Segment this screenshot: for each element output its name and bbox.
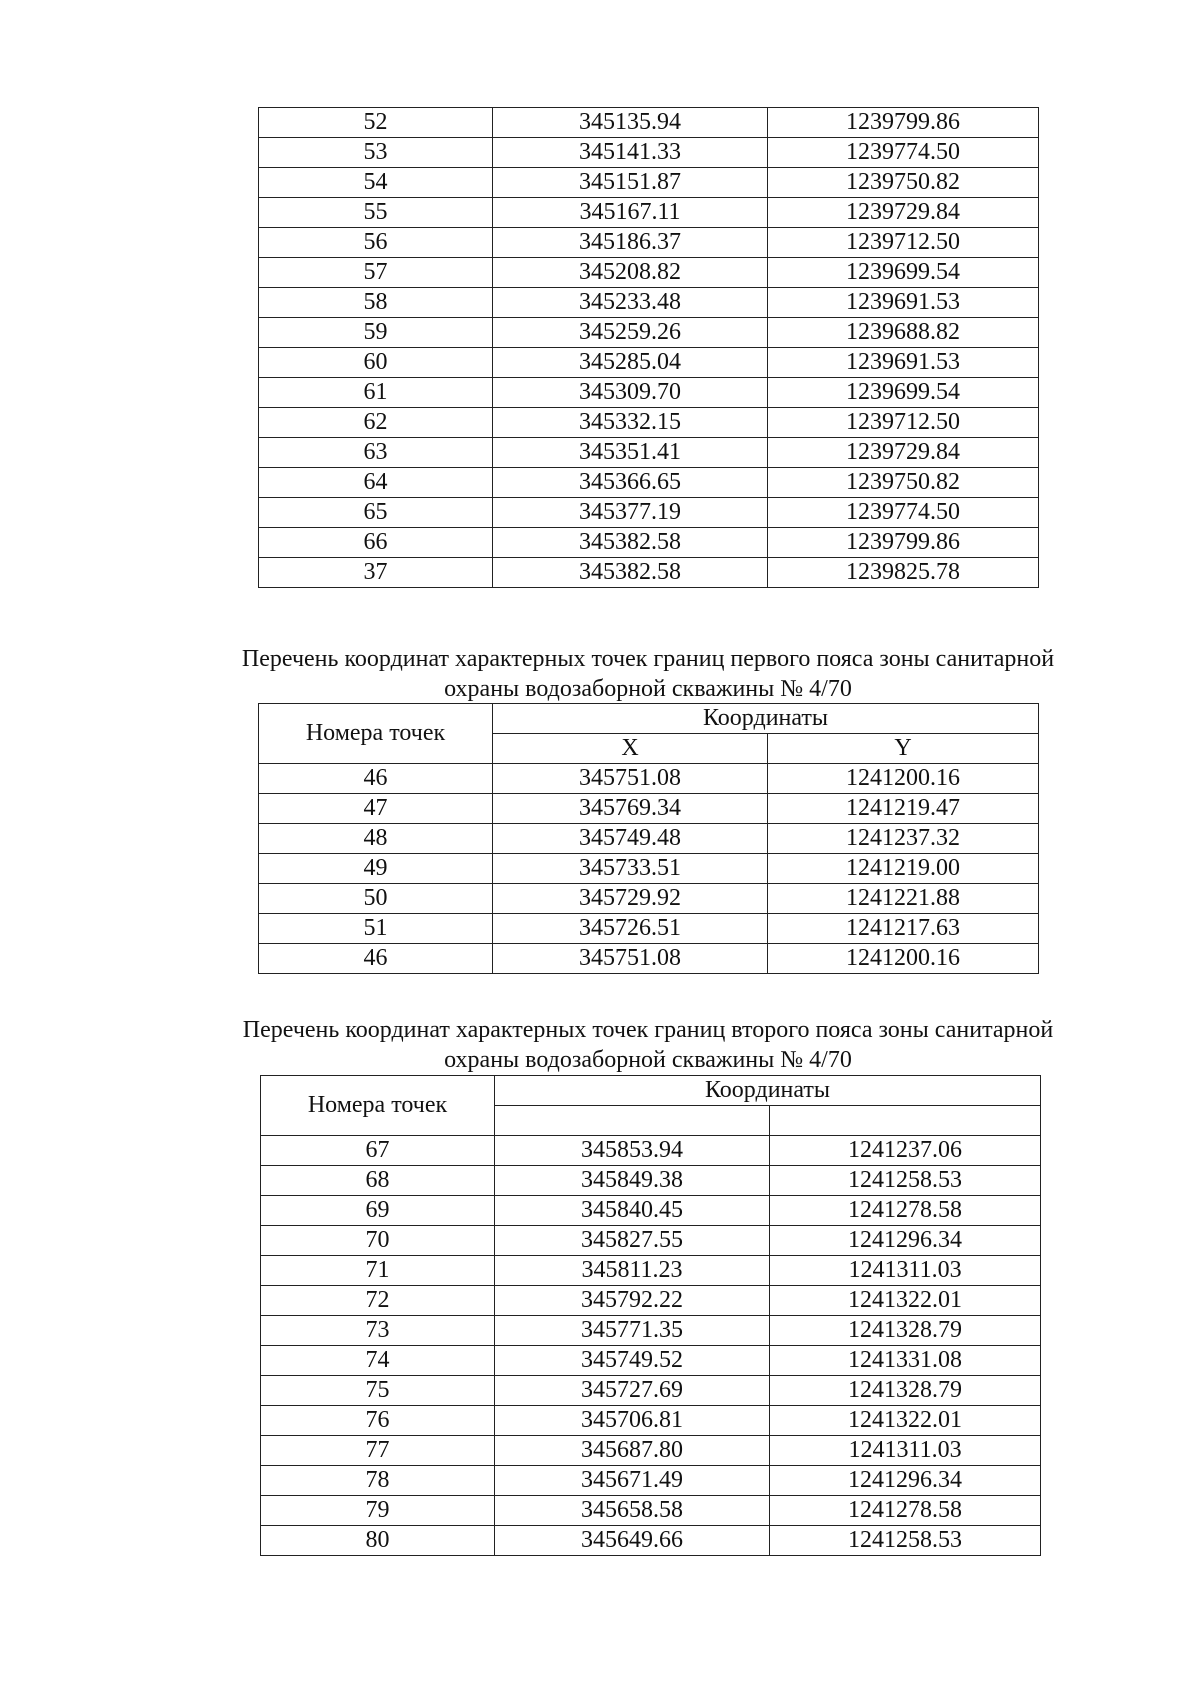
table-body	[259, 108, 1039, 588]
coord-x: 345141.33	[493, 138, 768, 168]
coord-x: 345853.94	[495, 1136, 770, 1166]
second-belt-caption	[148, 1015, 1148, 1075]
point-number: 47	[259, 794, 493, 824]
coord-x: 345382.58	[493, 558, 768, 588]
table-row	[259, 258, 1039, 288]
table-row	[261, 1226, 1041, 1256]
table-row	[259, 348, 1039, 378]
point-number: 59	[259, 318, 493, 348]
point-number: 57	[259, 258, 493, 288]
table-row	[261, 1526, 1041, 1556]
coord-y: 1239799.86	[768, 528, 1039, 558]
coord-x: 345366.65	[493, 468, 768, 498]
table-row	[261, 1286, 1041, 1316]
coord-y: 1241258.53	[770, 1166, 1041, 1196]
coord-y: 1241219.00	[768, 854, 1039, 884]
header-coords: Координаты	[495, 1076, 1041, 1106]
point-number: 62	[259, 408, 493, 438]
coord-y: 1241237.06	[770, 1136, 1041, 1166]
coord-x: 345792.22	[495, 1286, 770, 1316]
coord-y: 1239691.53	[768, 288, 1039, 318]
coord-x: 345658.58	[495, 1496, 770, 1526]
table-row	[261, 1256, 1041, 1286]
coord-y: 1239699.54	[768, 258, 1039, 288]
coord-x: 345706.81	[495, 1406, 770, 1436]
coord-x: 345351.41	[493, 438, 768, 468]
point-number: 53	[259, 138, 493, 168]
coord-x: 345769.34	[493, 794, 768, 824]
header-points: Номера точек	[259, 704, 493, 764]
coord-x: 345151.87	[493, 168, 768, 198]
coord-y: 1241322.01	[770, 1406, 1041, 1436]
header-row	[259, 704, 1039, 734]
header-points: Номера точек	[261, 1076, 495, 1136]
point-number: 74	[261, 1346, 495, 1376]
point-number: 70	[261, 1226, 495, 1256]
coord-x: 345167.11	[493, 198, 768, 228]
coord-x: 345811.23	[495, 1256, 770, 1286]
coord-y: 1239750.82	[768, 468, 1039, 498]
coord-y: 1241200.16	[768, 944, 1039, 974]
coord-y: 1239825.78	[768, 558, 1039, 588]
table-row	[259, 318, 1039, 348]
coord-x: 345135.94	[493, 108, 768, 138]
coord-y: 1241328.79	[770, 1376, 1041, 1406]
header-x: X	[493, 734, 768, 764]
coord-x: 345309.70	[493, 378, 768, 408]
coord-y: 1241217.63	[768, 914, 1039, 944]
coord-x: 345751.08	[493, 764, 768, 794]
coord-x: 345840.45	[495, 1196, 770, 1226]
table-row	[261, 1376, 1041, 1406]
coord-y: 1239729.84	[768, 198, 1039, 228]
coord-x: 345649.66	[495, 1526, 770, 1556]
point-number: 76	[261, 1406, 495, 1436]
header-row	[261, 1076, 1041, 1106]
coord-x: 345727.69	[495, 1376, 770, 1406]
header-coords: Координаты	[493, 704, 1039, 734]
point-number: 56	[259, 228, 493, 258]
caption-line-1: Перечень координат характерных точек границ второго пояса зоны санитарной	[242, 1017, 1054, 1043]
caption-line-2: охраны водозаборной скважины № 4/70	[444, 1047, 852, 1073]
first-belt-caption	[148, 644, 1148, 704]
point-number: 49	[259, 854, 493, 884]
point-number: 48	[259, 824, 493, 854]
coord-y: 1241311.03	[770, 1436, 1041, 1466]
point-number: 37	[259, 558, 493, 588]
table-row	[259, 764, 1039, 794]
table-row	[261, 1406, 1041, 1436]
point-number: 68	[261, 1166, 495, 1196]
table-row	[261, 1196, 1041, 1226]
point-number: 65	[259, 498, 493, 528]
coord-x: 345749.48	[493, 824, 768, 854]
point-number: 64	[259, 468, 493, 498]
table-row	[259, 498, 1039, 528]
point-number: 73	[261, 1316, 495, 1346]
point-number: 52	[259, 108, 493, 138]
point-number: 75	[261, 1376, 495, 1406]
table-row	[261, 1136, 1041, 1166]
point-number: 80	[261, 1526, 495, 1556]
point-number: 78	[261, 1466, 495, 1496]
table-row	[261, 1496, 1041, 1526]
coord-y: 1241328.79	[770, 1316, 1041, 1346]
coord-y: 1239691.53	[768, 348, 1039, 378]
table-row	[259, 438, 1039, 468]
coord-x: 345849.38	[495, 1166, 770, 1196]
table-row	[259, 468, 1039, 498]
table-row	[259, 854, 1039, 884]
coord-x: 345259.26	[493, 318, 768, 348]
coord-y: 1239774.50	[768, 498, 1039, 528]
coord-y: 1241278.58	[770, 1496, 1041, 1526]
coord-x: 345726.51	[493, 914, 768, 944]
table-row	[261, 1466, 1041, 1496]
point-number: 72	[261, 1286, 495, 1316]
point-number: 67	[261, 1136, 495, 1166]
point-number: 54	[259, 168, 493, 198]
table-row	[259, 558, 1039, 588]
coord-x: 345233.48	[493, 288, 768, 318]
point-number: 61	[259, 378, 493, 408]
coordinates-table-continued	[258, 107, 1039, 588]
header-y	[770, 1106, 1041, 1136]
coord-y: 1239799.86	[768, 108, 1039, 138]
point-number: 71	[261, 1256, 495, 1286]
table-row	[259, 914, 1039, 944]
table-row	[261, 1166, 1041, 1196]
point-number: 60	[259, 348, 493, 378]
point-number: 63	[259, 438, 493, 468]
coord-x: 345827.55	[495, 1226, 770, 1256]
coord-x: 345186.37	[493, 228, 768, 258]
coord-y: 1239712.50	[768, 408, 1039, 438]
table-row	[259, 168, 1039, 198]
point-number: 79	[261, 1496, 495, 1526]
coord-y: 1241296.34	[770, 1226, 1041, 1256]
point-number: 77	[261, 1436, 495, 1466]
coord-x: 345729.92	[493, 884, 768, 914]
table-row	[259, 108, 1039, 138]
point-number: 51	[259, 914, 493, 944]
table-row	[261, 1436, 1041, 1466]
coord-x: 345687.80	[495, 1436, 770, 1466]
point-number: 66	[259, 528, 493, 558]
first-belt-table	[258, 703, 1039, 974]
coord-y: 1241219.47	[768, 794, 1039, 824]
coord-x: 345382.58	[493, 528, 768, 558]
coord-x: 345751.08	[493, 944, 768, 974]
coord-x: 345285.04	[493, 348, 768, 378]
point-number: 50	[259, 884, 493, 914]
coord-y: 1241278.58	[770, 1196, 1041, 1226]
coord-x: 345377.19	[493, 498, 768, 528]
table-row	[259, 378, 1039, 408]
table-row	[259, 944, 1039, 974]
table-row	[259, 794, 1039, 824]
coord-y: 1241311.03	[770, 1256, 1041, 1286]
header-y: Y	[768, 734, 1039, 764]
table-row	[259, 884, 1039, 914]
table-row	[259, 138, 1039, 168]
coord-y: 1241237.32	[768, 824, 1039, 854]
coord-y: 1241296.34	[770, 1466, 1041, 1496]
coord-x: 345671.49	[495, 1466, 770, 1496]
table-body	[259, 764, 1039, 974]
coord-y: 1239750.82	[768, 168, 1039, 198]
table-row	[259, 408, 1039, 438]
table-row	[259, 288, 1039, 318]
coord-y: 1241331.08	[770, 1346, 1041, 1376]
coord-y: 1239774.50	[768, 138, 1039, 168]
caption-line-1: Перечень координат характерных точек границ первого пояса зоны санитарной	[241, 646, 1055, 672]
caption-line-2: охраны водозаборной скважины № 4/70	[444, 676, 852, 702]
coord-y: 1241200.16	[768, 764, 1039, 794]
table-row	[259, 228, 1039, 258]
table-row	[261, 1346, 1041, 1376]
table-row	[259, 198, 1039, 228]
coord-x: 345749.52	[495, 1346, 770, 1376]
table-row	[259, 824, 1039, 854]
coord-y: 1239712.50	[768, 228, 1039, 258]
coord-x: 345332.15	[493, 408, 768, 438]
point-number: 55	[259, 198, 493, 228]
table-row	[261, 1316, 1041, 1346]
second-belt-table	[260, 1075, 1041, 1556]
coord-y: 1239729.84	[768, 438, 1039, 468]
coord-y: 1239688.82	[768, 318, 1039, 348]
header-x	[495, 1106, 770, 1136]
table-row	[259, 528, 1039, 558]
coord-x: 345771.35	[495, 1316, 770, 1346]
coord-x: 345733.51	[493, 854, 768, 884]
coord-y: 1241221.88	[768, 884, 1039, 914]
point-number: 46	[259, 764, 493, 794]
point-number: 69	[261, 1196, 495, 1226]
coord-x: 345208.82	[493, 258, 768, 288]
table-body	[261, 1136, 1041, 1556]
point-number: 46	[259, 944, 493, 974]
coord-y: 1241322.01	[770, 1286, 1041, 1316]
point-number: 58	[259, 288, 493, 318]
coord-y: 1241258.53	[770, 1526, 1041, 1556]
coord-y: 1239699.54	[768, 378, 1039, 408]
